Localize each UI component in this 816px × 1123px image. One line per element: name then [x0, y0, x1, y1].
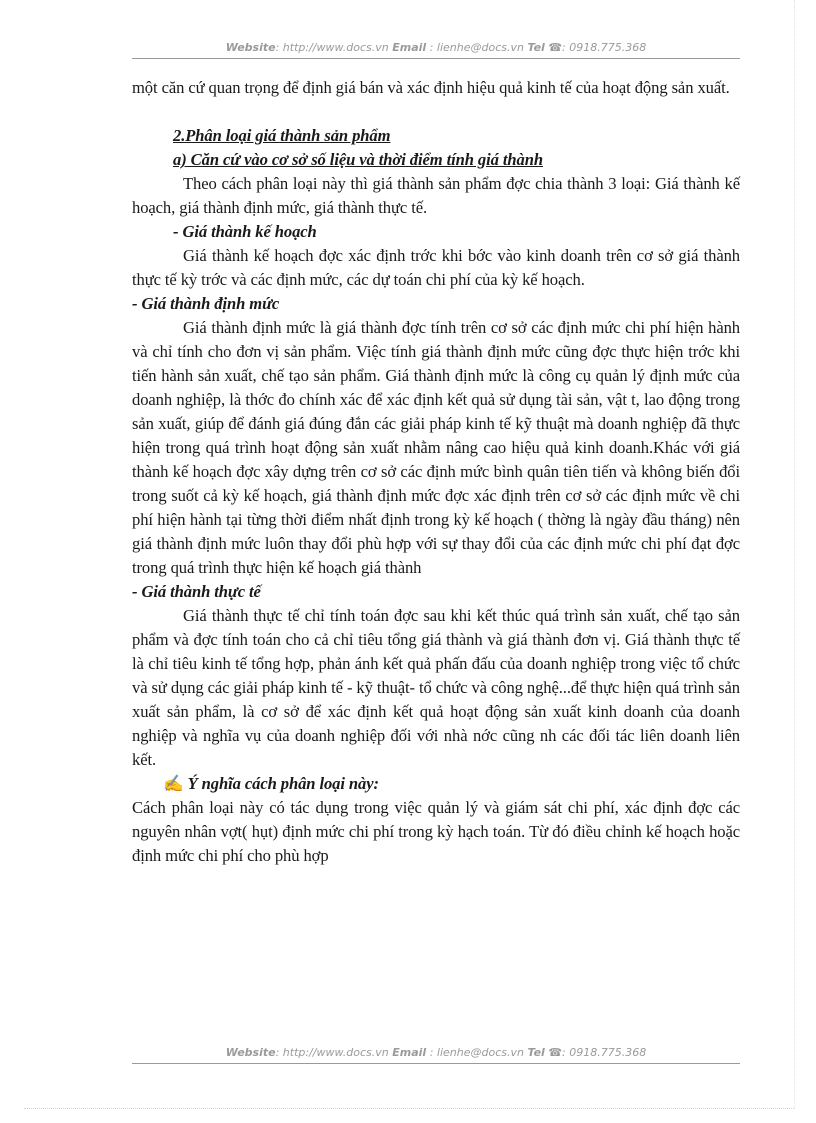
- page-header: [132, 41, 740, 54]
- paragraph-gap: [132, 100, 740, 124]
- plan-cost-title: - Giá thành kế hoạch: [173, 222, 317, 241]
- footer-website-value: : http://www.docs.vn: [275, 1046, 389, 1059]
- header-website-value: : http://www.docs.vn: [275, 41, 389, 54]
- pencil-icon: ✍: [163, 774, 184, 793]
- meaning-title-line: [132, 772, 740, 796]
- header-tel-value: : 0918.775.368: [562, 41, 647, 54]
- footer-tel-value: : 0918.775.368: [562, 1046, 647, 1059]
- norm-cost-title: - Giá thành định mức: [132, 294, 280, 313]
- footer-email-label: Email: [392, 1046, 427, 1059]
- footer-rule: [132, 1063, 740, 1064]
- phone-icon: ☎: [548, 41, 563, 54]
- document-body: [132, 76, 740, 868]
- header-email-label: Email: [392, 41, 427, 54]
- meaning-title: Ý nghĩa cách phân loại này:: [187, 774, 379, 793]
- actual-cost-title: - Giá thành thực tế: [132, 582, 261, 601]
- norm-cost-text: Giá thành định mức là giá thành đợc tính trên cơ sở các định mức chi phí hiện hành và chỉ tính cho đơn vị sản phẩm. Việc tính giá thành định mức cũng đợc thực hiện trớc khi tiến hành sản xuất, chế tạo sản phẩm. Giá thành định mức là công cụ quản lý định mức của doanh nghiệp, là thớc đo chính xác để xác định kết quả sử dụng tài sản, vật t, lao động trong sản xuất, giúp để đánh giá đúng đắn các giải pháp kinh tế kỹ thuật mà doanh nghiệp đã thực hiện trong quá trình hoạt động sản xuất nhằm nâng cao hiệu quả kinh doanh.Khác với giá thành kế hoạch đợc xây dựng trên cơ sở các định mức bình quân tiên tiến và không biến đổi trong suốt cả kỳ kế hoạch, giá thành định mức đợc xác định trên cơ sở các định mức về chi phí hiện hành tại từng thời điểm nhất định trong kỳ kế hoạch ( thờng là ngày đầu tháng) nên giá thành định mức luôn thay đổi phù hợp với sự thay đổi của các định mức chi phí đạt đợc trong quá trình thực hiện kế hoạch giá thành: [132, 318, 740, 577]
- header-website-label: Website: [225, 41, 276, 54]
- section-title: 2.Phân loại giá thành sản phẩm: [173, 126, 391, 145]
- phone-icon: ☎: [548, 1046, 563, 1059]
- header-rule: [132, 58, 740, 59]
- page-edge-right: [794, 0, 795, 1108]
- footer-tel-label: Tel: [527, 1046, 545, 1059]
- subsection-title: a) Căn cứ vào cơ sở số liệu và thời điểm tính giá thành: [173, 150, 543, 169]
- plan-cost-text: Giá thành kế hoạch đợc xác định trớc khi bớc vào kinh doanh trên cơ sở giá thành thực tế kỳ trớc và các định mức, các dự toán chi phí của kỳ kế hoạch.: [132, 246, 740, 289]
- header-tel-label: Tel: [527, 41, 545, 54]
- footer-website-label: Website: [225, 1046, 276, 1059]
- actual-cost-text: Giá thành thực tế chỉ tính toán đợc sau khi kết thúc quá trình sản xuất, chế tạo sản phẩm và đợc tính toán cho cả chỉ tiêu tổng giá thành và giá thành đơn vị. Giá thành thực tế là chỉ tiêu kinh tế tổng hợp, phản ánh kết quả phấn đấu của doanh nghiệp trong việc tổ chức và sử dụng các giải pháp kinh tế - kỹ thuật- tổ chức và công nghệ...để thực hiện quá trình sản xuất sản phẩm, là cơ sở để xác định kết quả hoạt động sản xuất kinh doanh của doanh nghiệp và nghĩa vụ của doanh nghiệp đối với nhà nớc cũng nh các đối tác liên doanh liên kết.: [132, 606, 740, 769]
- intro-paragraph: một căn cứ quan trọng để định giá bán và xác định hiệu quả kinh tế của hoạt động sản xuất.: [132, 78, 730, 97]
- footer-email-value: : lienhe@docs.vn: [429, 1046, 524, 1059]
- page-edge-bottom: [24, 1108, 794, 1109]
- subsection-intro: Theo cách phân loại này thì giá thành sản phẩm đợc chia thành 3 loại: Giá thành kế hoạch, giá thành định mức, giá thành thực tế.: [132, 174, 740, 217]
- meaning-text: Cách phân loại này có tác dụng trong việc quản lý và giám sát chi phí, xác định đợc các nguyên nhân vợt( hụt) định mức chi phí trong kỳ hạch toán. Từ đó điều chỉnh kế hoạch hoặc định mức chi phí cho phù hợp: [132, 798, 740, 865]
- page-footer: [132, 1046, 740, 1059]
- header-email-value: : lienhe@docs.vn: [429, 41, 524, 54]
